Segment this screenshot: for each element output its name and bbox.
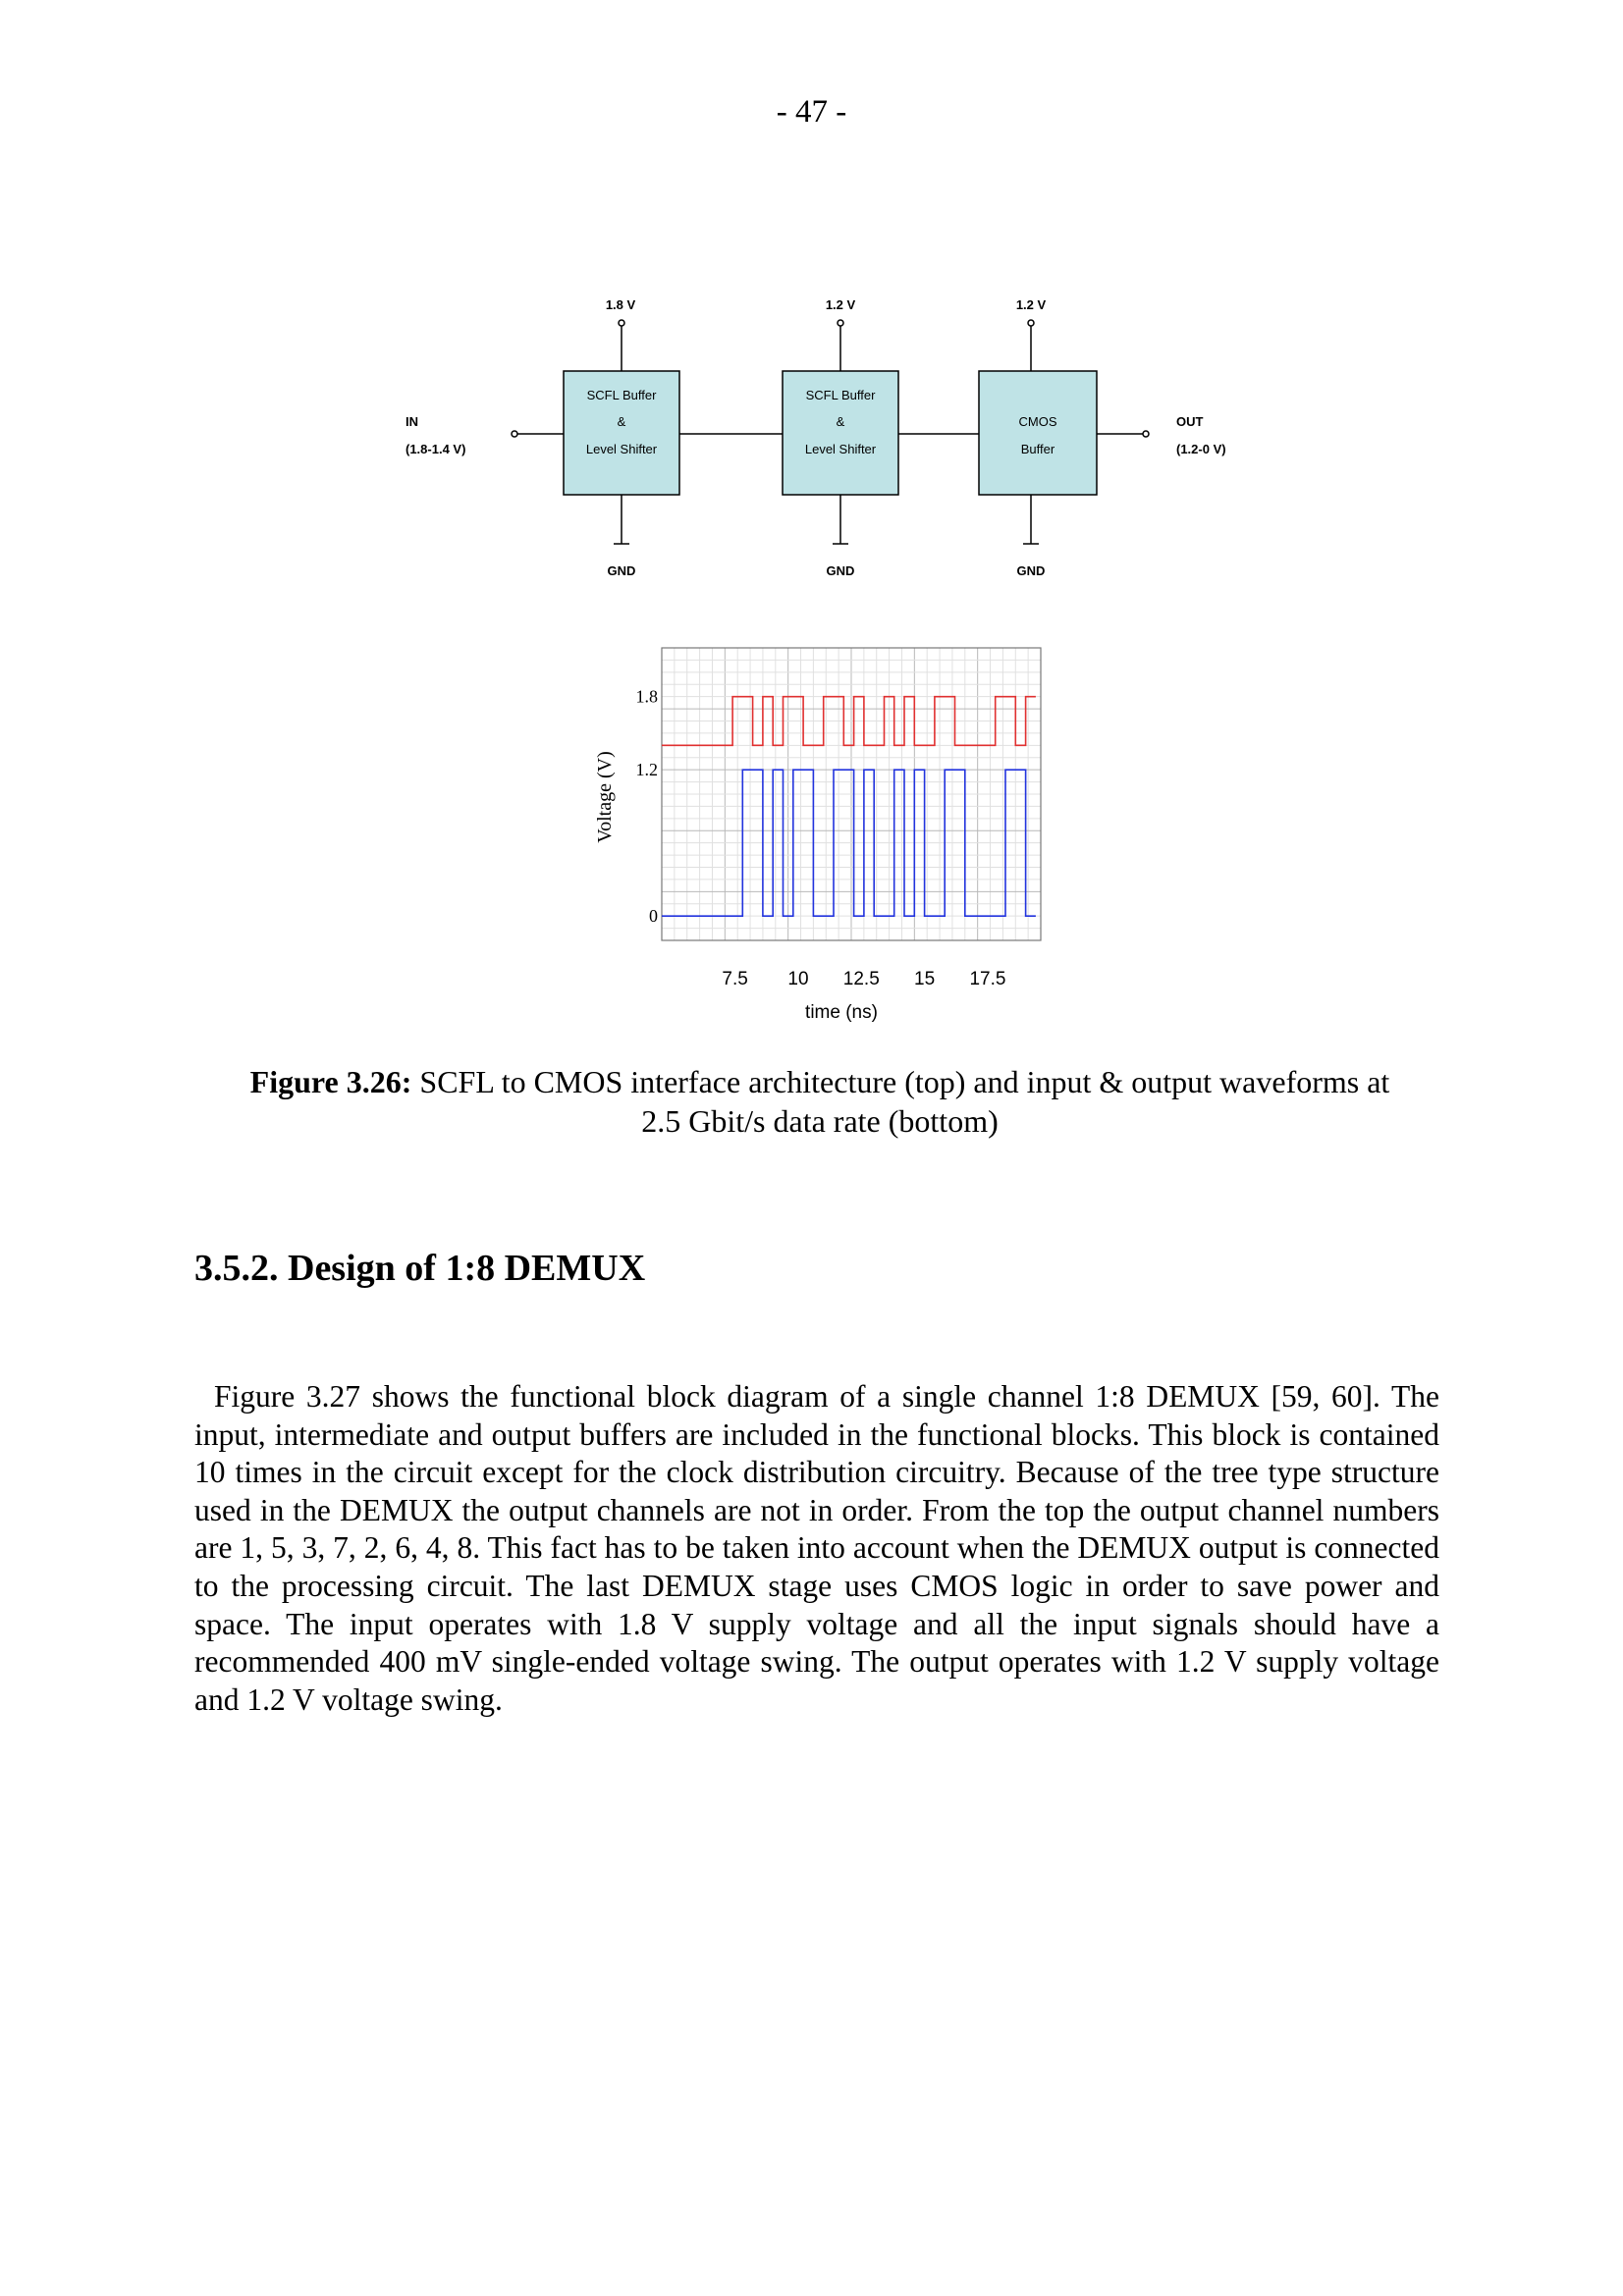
output-range: (1.2-0 V) <box>1176 442 1226 456</box>
output-terminal <box>1143 431 1149 437</box>
supply-terminal-2 <box>838 320 843 326</box>
input-range: (1.8-1.4 V) <box>406 442 466 456</box>
x-axis-label: time (ns) <box>805 1002 878 1023</box>
block-1-line1: SCFL Buffer <box>586 388 657 402</box>
supply-terminal-3 <box>1028 320 1034 326</box>
x-tick-label: 17.5 <box>969 969 1006 989</box>
supply-label-2: 1.2 V <box>825 297 856 312</box>
cmos-buffer-block <box>979 371 1097 495</box>
caption-line-2: 2.5 Gbit/s data rate (bottom) <box>641 1103 999 1139</box>
block-3-line1: CMOS <box>1018 414 1057 429</box>
output-label: OUT <box>1176 414 1204 429</box>
caption-label: Figure 3.26: <box>249 1064 412 1099</box>
chart-grid <box>662 648 1041 940</box>
y-tick-label: 1.8 <box>635 686 658 707</box>
x-tick-label: 15 <box>914 969 936 989</box>
section-heading: 3.5.2. Design of 1:8 DEMUX <box>194 1248 646 1289</box>
y-tick-label: 1.2 <box>635 760 658 780</box>
block-2-line2: & <box>836 414 845 429</box>
y-tick-label: 0 <box>649 906 658 927</box>
interface-block-diagram <box>0 0 1623 609</box>
block-2-line3: Level Shifter <box>804 442 877 456</box>
x-tick-label: 10 <box>787 969 809 989</box>
ground-label-2: GND <box>826 563 855 578</box>
block-1-line3: Level Shifter <box>585 442 658 456</box>
ground-label-3: GND <box>1016 563 1046 578</box>
block-2-line1: SCFL Buffer <box>805 388 876 402</box>
x-tick-label: 12.5 <box>842 969 880 989</box>
page-number: - 47 - <box>776 94 847 130</box>
ground-label-1: GND <box>607 563 636 578</box>
y-tick-labels <box>636 687 659 926</box>
caption-line-1: SCFL to CMOS interface architecture (top) and input & output waveforms at <box>411 1064 1390 1099</box>
block-1-line2: & <box>617 414 626 429</box>
supply-label-3: 1.2 V <box>1015 297 1047 312</box>
x-tick-label: 7.5 <box>722 969 748 989</box>
x-tick-labels <box>722 969 1005 989</box>
y-axis-label: Voltage (V) <box>594 751 616 843</box>
waveform-chart <box>569 628 1060 1041</box>
input-terminal <box>512 431 517 437</box>
block-3-line2: Buffer <box>1020 442 1055 456</box>
input-label: IN <box>406 414 418 429</box>
supply-label-1: 1.8 V <box>605 297 636 312</box>
supply-terminal-1 <box>619 320 624 326</box>
figure-caption <box>187 1062 1453 1141</box>
body-paragraph: Figure 3.27 shows the functional block diagram of a single channel 1:8 DEMUX [59, 60]. The input, intermediate and output buffers are included in the functional blocks. This block is contained 10 times in the circuit except for the clock distribution circuitry. Because of the tree type structure used in the DEMUX the output channels are not in order. From the top the output channel numbers are 1, 5, 3, 7, 2, 6, 4, 8. This fact has to be taken into account when the DEMUX output is connected to the processing circuit. The last DEMUX stage uses CMOS logic in order to save power and space. The input operates with 1.8 V supply voltage and all the input signals should have a recommended 400 mV single-ended voltage swing. The output operates with 1.2 V supply voltage and 1.2 V voltage swing. <box>194 1379 1439 1717</box>
